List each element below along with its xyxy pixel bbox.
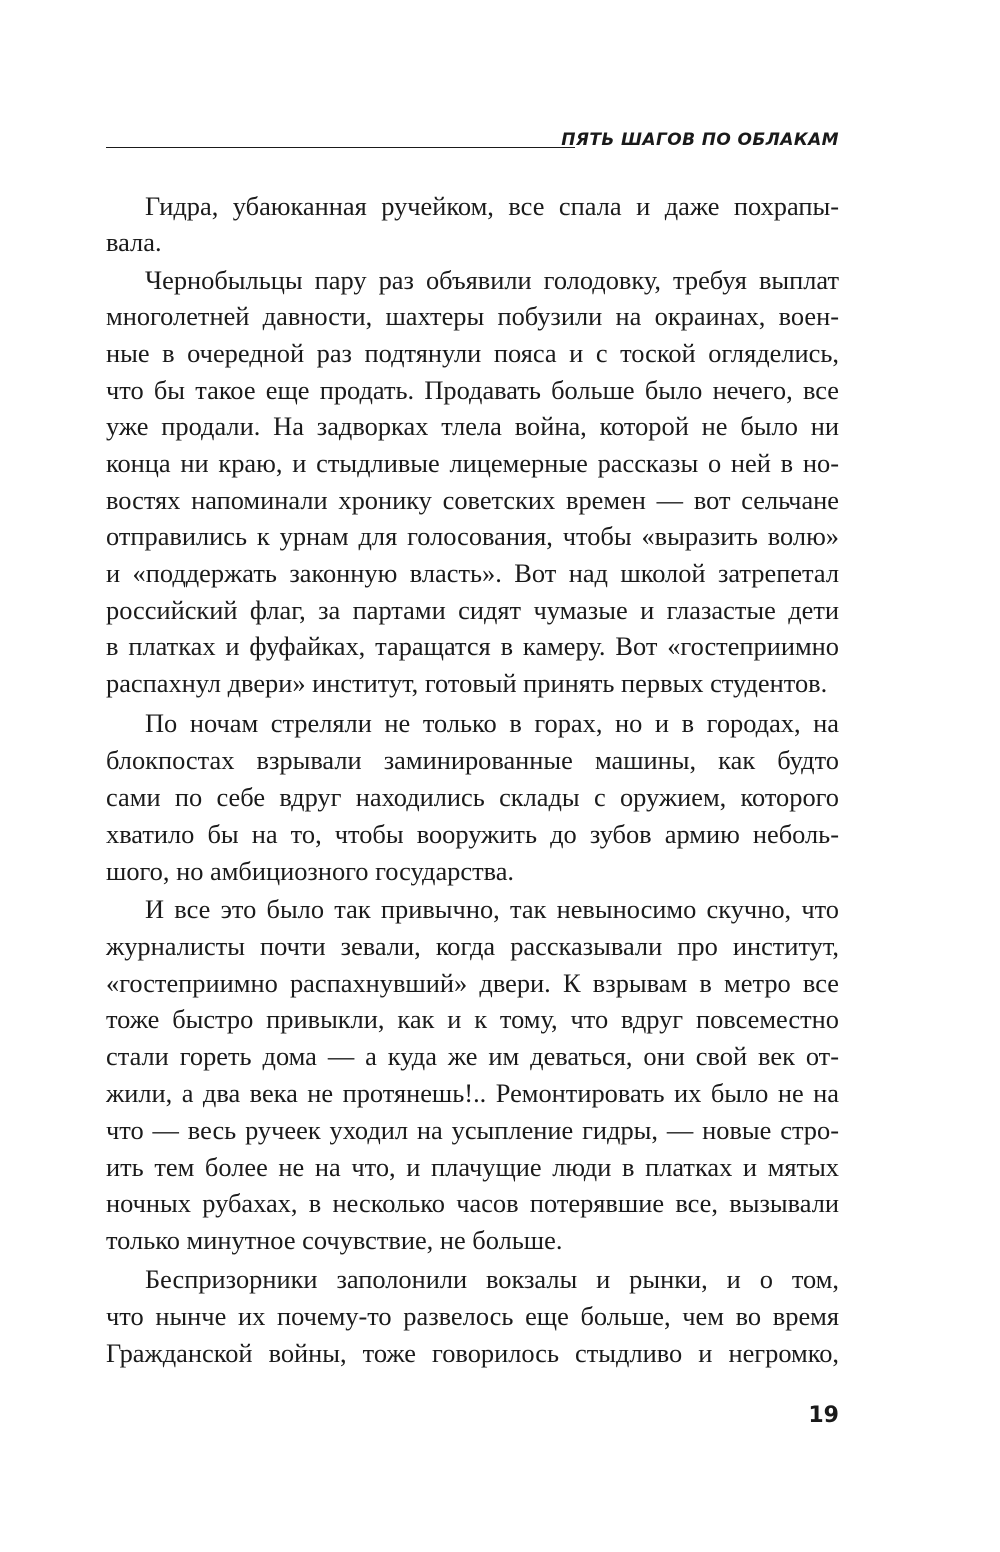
text-line: многолетней давности, шахтеры побузили на окраинах, воен-	[106, 301, 839, 331]
text-line: жили, а два века не протянешь!.. Ремонтировать их было не на	[106, 1078, 839, 1108]
text-line: ночных рубахах, в несколько часов потерявшие все, вызывали	[106, 1188, 839, 1218]
text-line: стали гореть дома — а куда же им деваться, они свой век от-	[106, 1041, 839, 1071]
text-line: востях напоминали хронику советских времен — вот сельчане	[106, 485, 839, 515]
text-line: шого, но амбициозного государства.	[106, 856, 515, 886]
text-line: распахнул двери» институт, готовый принять первых студентов.	[106, 668, 828, 698]
text-line: Чернобыльцы пару раз объявили голодовку, требуя выплат	[145, 265, 839, 295]
text-line: блокпостах взрывали заминированные машины, как будто	[106, 745, 839, 775]
text-line: ные в очередной раз подтянули пояса и с тоской огляделись,	[106, 338, 839, 368]
running-head	[106, 128, 839, 156]
text-line: что бы такое еще продать. Продавать больше было нечего, все	[106, 375, 839, 405]
text-line: хватило бы на то, чтобы вооружить до зубов армию неболь-	[106, 819, 839, 849]
text-line: Беспризорники заполонили вокзалы и рынки, и о том,	[145, 1264, 839, 1294]
text-line: журналисты почти зевали, когда рассказывали про институт,	[106, 931, 839, 961]
running-head-rule	[106, 147, 575, 148]
text-line: что — весь ручеек уходил на усыпление гидры, — новые стро-	[106, 1115, 839, 1145]
text-line: только минутное сочувствие, не больше.	[106, 1225, 563, 1255]
text-line: уже продали. На задворках тлела война, которой не было ни	[106, 411, 839, 441]
text-line: вала.	[106, 227, 162, 257]
text-line: сами по себе вдруг находились склады с оружием, которого	[106, 782, 839, 812]
page-number: 19	[808, 1403, 839, 1428]
text-line: «гостеприимно распахнувший» двери. К взрывам в метро все	[106, 968, 839, 998]
text-line: что нынче их почему-то развелось еще больше, чем во время	[106, 1301, 839, 1331]
text-line: российский флаг, за партами сидят чумазые и глазастые дети	[106, 595, 839, 625]
text-line: отправились к урнам для голосования, чтобы «выразить волю»	[106, 521, 839, 551]
text-line: в платках и фуфайках, таращатся в камеру. Вот «гостеприимно	[106, 631, 839, 661]
text-line: Гидра, убаюканная ручейком, все спала и даже похрапы-	[145, 191, 839, 221]
text-line: конца ни краю, и стыдливые лицемерные рассказы о ней в но-	[106, 448, 839, 478]
running-head-title: ПЯТЬ ШАГОВ ПО ОБЛАКАМ	[561, 130, 839, 150]
text-line: и «поддержать законную власть». Вот над школой затрепетал	[106, 558, 839, 588]
text-line: Гражданской войны, тоже говорилось стыдливо и негромко,	[106, 1338, 839, 1368]
text-line: тоже быстро привыкли, как и к тому, что вдруг повсеместно	[106, 1004, 839, 1034]
text-line: По ночам стреляли не только в горах, но и в городах, на	[145, 708, 839, 738]
text-line: ить тем более не на что, и плачущие люди в платках и мятых	[106, 1152, 839, 1182]
text-line: И все это было так привычно, так невыносимо скучно, что	[145, 894, 839, 924]
